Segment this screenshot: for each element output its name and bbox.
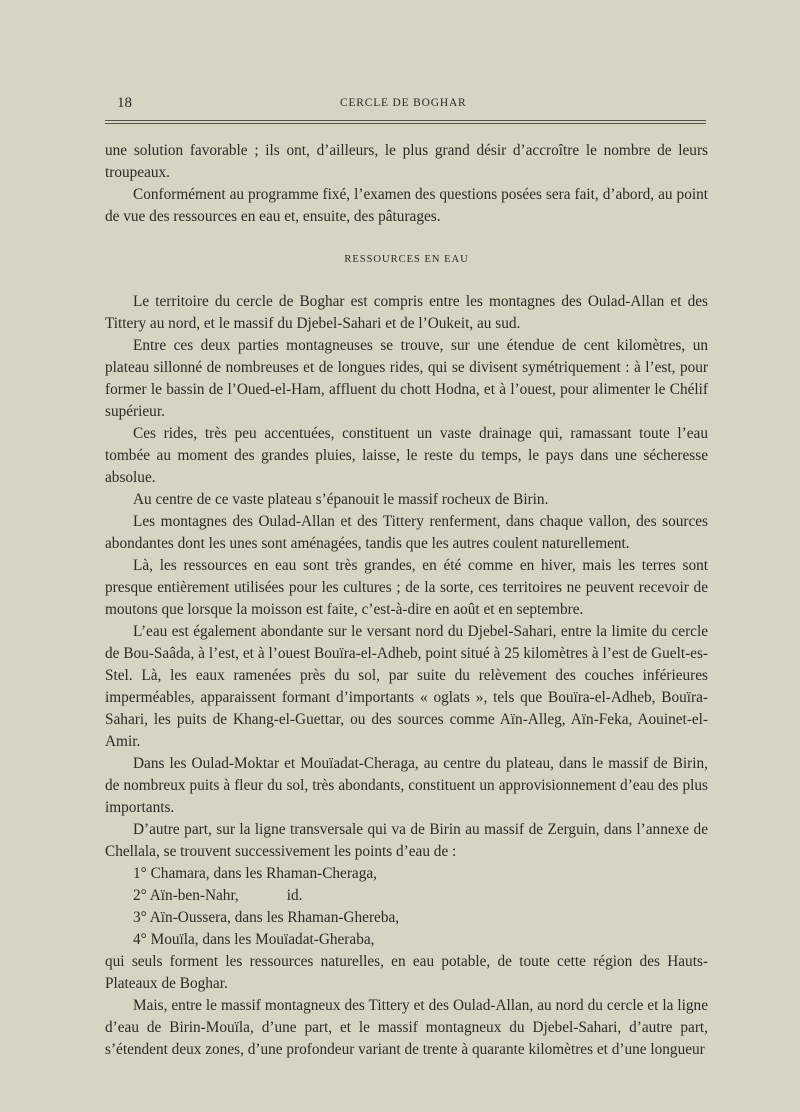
body-text xyxy=(105,140,708,1061)
paragraph: Les montagnes des Oulad-Allan et des Tittery renferment, dans chaque vallon, des sources abondantes dont les unes sont aménagées, tandis que les autres coulent naturellement. xyxy=(105,513,708,552)
paragraph: qui seuls forment les ressources naturelles, en eau potable, de toute cette région des Hauts-Plateaux de Boghar. xyxy=(105,953,708,992)
paragraph: Entre ces deux parties montagneuses se trouve, sur une étendue de cent kilomètres, un plateau sillonné de nombreuses et de longues rides, qui se divisent symétriquement : à l’est, pour former le bassin de l’Oued-el-Ham, affluent du chott Hodna, et à l’ouest, pour alimenter le Chélif supérieur. xyxy=(105,337,708,420)
paragraph: Le territoire du cercle de Boghar est compris entre les montagnes des Oulad-Allan et des Tittery au nord, et le massif du Djebel-Sahari et de l’Oukeit, au sud. xyxy=(105,293,708,332)
paragraph: L’eau est également abondante sur le versant nord du Djebel-Sahari, entre la limite du cercle de Bou-Saâda, à l’est, et à l’ouest Bouïra-el-Adheb, point situé à 25 kilomètres à l’est de Guelt-es-Stel. Là, les eaux ramenées près du sol, par suite du relèvement des couches inférieures imperméables, apparaissent formant d’importants « oglats », tels que Bouïra-el-Adheb, Bouïra-Sahari, les puits de Khang-el-Guettar, ou des sources comme Aïn-Alleg, Aïn-Feka, Aouinet-el-Amir. xyxy=(105,623,708,750)
paragraph: Ces rides, très peu accentuées, constituent un vaste drainage qui, ramassant toute l’eau tombée au moment des grandes pluies, laisse, le reste du temps, le pays dans une sécheresse absolue. xyxy=(105,425,708,486)
page-number: 18 xyxy=(117,95,132,111)
paragraph: Conformément au programme fixé, l’examen des questions posées sera fait, d’abord, au point de vue des ressources en eau et, ensuite, des pâturages. xyxy=(105,186,708,225)
list-item-text: 2° Aïn-ben-Nahr, xyxy=(133,887,239,904)
list-item xyxy=(105,885,708,907)
header-rule xyxy=(105,120,706,124)
paragraph: Mais, entre le massif montagneux des Tittery et des Oulad-Allan, au nord du cercle et la ligne d’eau de Birin-Mouïla, d’une part, et le massif montagneux du Djebel-Sahari, d’autre part, s’étendent deux zones, d’une profondeur variant de trente à quarante kilomètres et d’une longueur xyxy=(105,997,708,1058)
list-item: 1° Chamara, dans les Rhaman-Cheraga, xyxy=(133,865,377,882)
list-item: 3° Aïn-Oussera, dans les Rhaman-Ghereba, xyxy=(133,909,400,926)
paragraph: Là, les ressources en eau sont très grandes, en été comme en hiver, mais les terres sont presque entièrement utilisées pour les cultures ; de la sorte, ces territoires ne peuvent recevoir de moutons que lorsque la moisson est faite, c’est-à-dire en août et en septembre. xyxy=(105,557,708,618)
paragraph: une solution favorable ; ils ont, d’ailleurs, le plus grand désir d’accroître le nombre de leurs troupeaux. xyxy=(105,142,708,181)
section-heading: RESSOURCES EN EAU xyxy=(344,254,469,265)
paragraph: D’autre part, sur la ligne transversale qui va de Birin au massif de Zerguin, dans l’annexe de Chellala, se trouvent successivement les points d’eau de : xyxy=(105,821,708,860)
paragraph: Dans les Oulad-Moktar et Mouïadat-Cheraga, au centre du plateau, dans le massif de Birin, de nombreux puits à fleur du sol, très abondants, constituent un approvisionnement d’eau des plus importants. xyxy=(105,755,708,816)
running-head: CERCLE DE BOGHAR xyxy=(340,97,467,109)
list-item-idem: id. xyxy=(286,887,303,904)
paragraph: Au centre de ce vaste plateau s’épanouit le massif rocheux de Birin. xyxy=(133,491,549,508)
list-item: 4° Mouïla, dans les Mouïadat-Gheraba, xyxy=(133,931,375,948)
